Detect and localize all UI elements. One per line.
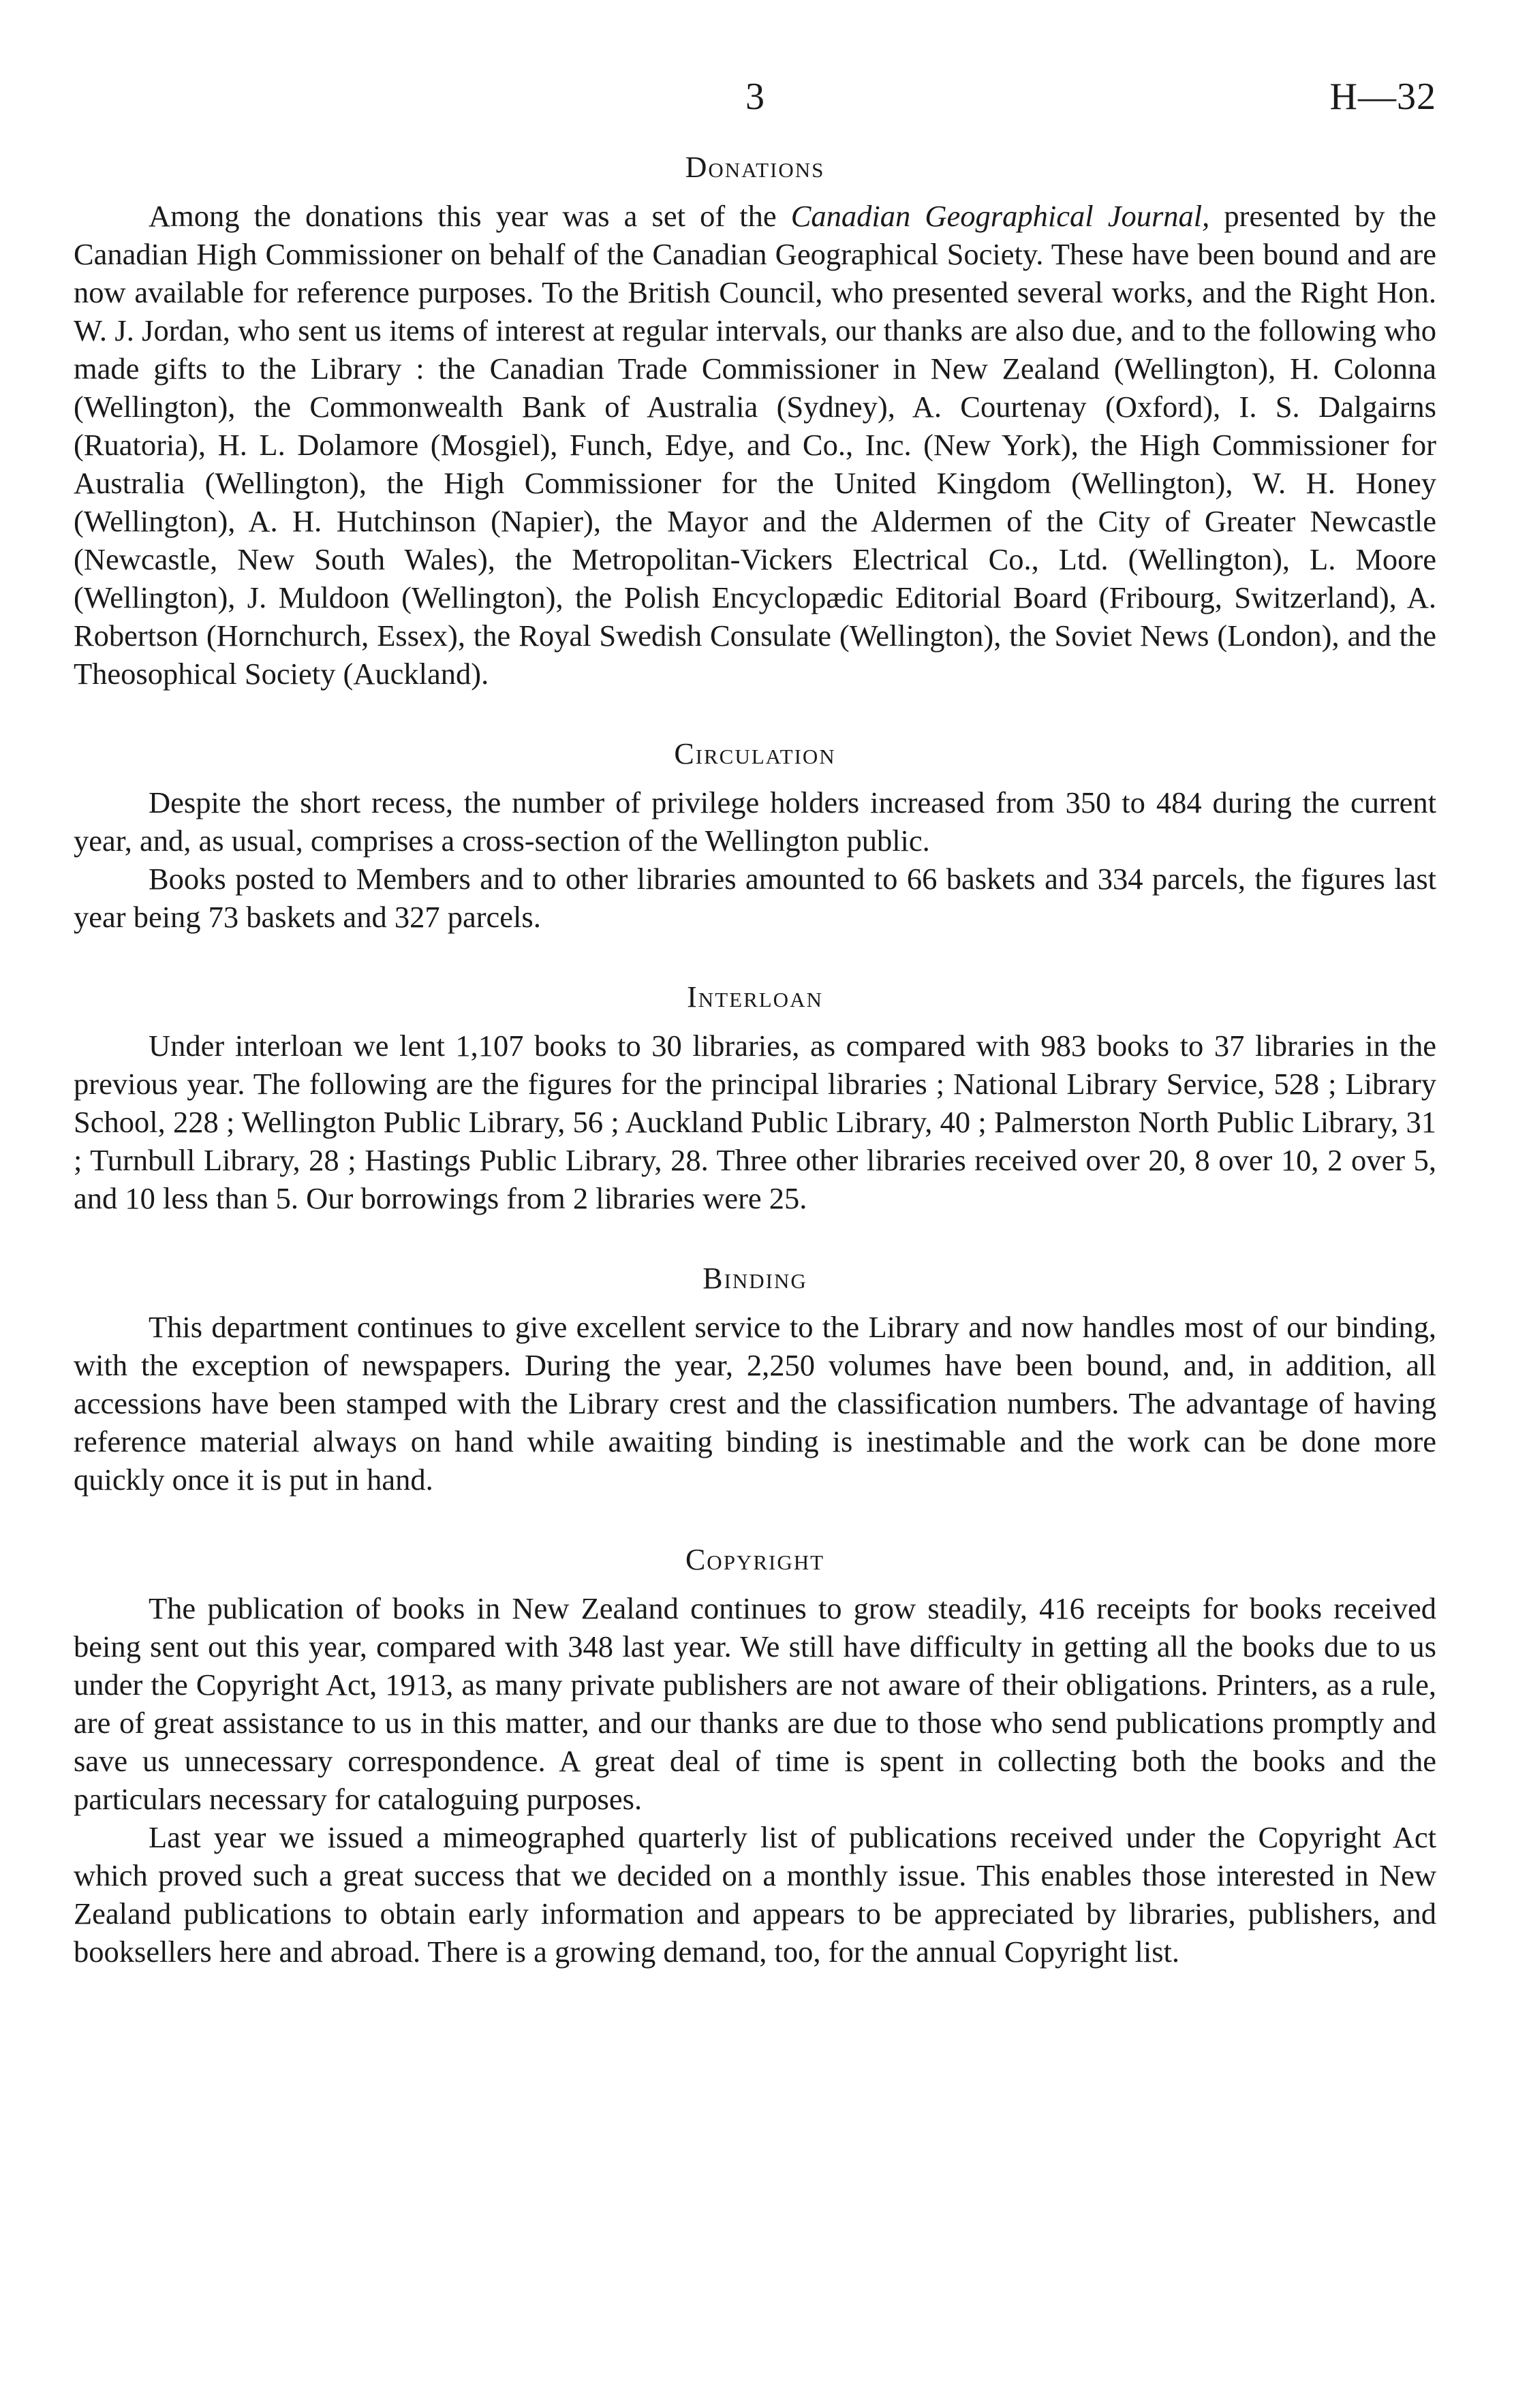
section-heading-circulation: Circulation bbox=[674, 737, 836, 770]
section-circulation bbox=[74, 736, 1436, 936]
copyright-paragraph-2: Last year we issued a mimeographed quarterly list of publications received under the Copyright Act which proved such a great success that we decided on a monthly issue. This enables those interested in New Zealand publications to obtain early information and appears to be appreciated by libraries, publishers, and booksellers here and abroad. There is a growing demand, too, for the annual Copyright list. bbox=[74, 1820, 1436, 1969]
circulation-paragraph-2: Books posted to Members and to other libraries amounted to 66 baskets and 334 parcels, the figures last year being 73 baskets and 327 parcels. bbox=[74, 862, 1436, 934]
circulation-paragraph-1: Despite the short recess, the number of privilege holders increased from 350 to 484 during the current year, and, as usual, comprises a cross-section of the Wellington public. bbox=[74, 785, 1436, 858]
section-heading-binding: Binding bbox=[702, 1262, 807, 1295]
document-reference: H—32 bbox=[1329, 76, 1436, 118]
section-donations bbox=[74, 150, 1436, 693]
document-page bbox=[74, 68, 1436, 1971]
section-heading-interloan: Interloan bbox=[687, 980, 823, 1014]
copyright-paragraph-1: The publication of books in New Zealand continues to grow steadily, 416 receipts for books received being sent out this year, compared with 348 last year. We still have difficulty in getting all the books due to us under the Copyright Act, 1913, as many private publishers are not aware of their obligations. Printers, as a rule, are of great assistance to us in this matter, and our thanks are due to those who send publications promptly and save us unnecessary correspondence. A great deal of time is spent in collecting both the books and the particulars necessary for cataloguing purposes. bbox=[74, 1591, 1436, 1816]
interloan-paragraph: Under interloan we lent 1,107 books to 30 libraries, as compared with 983 books to 37 libraries in the previous year. The following are the figures for the principal libraries ; National Library Service, 528 ; Library School, 228 ; Wellington Public Library, 56 ; Auckland Public Library, 40 ; Palmerston North Public Library, 31 ; Turnbull Library, 28 ; Hastings Public Library, 28. Three other libraries received over 20, 8 over 10, 2 over 5, and 10 less than 5. Our borrowings from 2 libraries were 25. bbox=[74, 1029, 1436, 1215]
section-interloan bbox=[74, 980, 1436, 1217]
donations-text-start: Among the donations this year was a set of the bbox=[149, 199, 791, 233]
donations-text-rest: presented by the Canadian High Commissioner on behalf of the Canadian Geographical Society. These have been bound and are now available for reference purposes. To the British Council, who presented several works, and the Right Hon. W. J. Jordan, who sent us items of interest at regular intervals, our thanks are also due, and to the following who made gifts to the Library : the Canadian Trade Commissioner in New Zealand (Wellington), H. Colonna (Wellington), the Commonwealth Bank of Australia (Sydney), A. Courtenay (Oxford), I. S. Dalgairns (Ruatoria), H. L. Dolamore (Mosgiel), Funch, Edye, and Co., Inc. (New York), the High Commissioner for Australia (Wellington), the High Commissioner for the United Kingdom (Wellington), W. H. Honey (Wellington), A. H. Hutchinson (Napier), the Mayor and the Aldermen of the City of Greater Newcastle (Newcastle, New South Wales), the Metropolitan-Vickers Electrical Co., Ltd. (Wellington), L. Moore (Wellington), J. Muldoon (Wellington), the Polish Encyclopædic Editorial Board (Fribourg, Switzerland), A. Robertson (Hornchurch, Essex), the Royal Swedish Consulate (Wellington), the Soviet News (London), and the Theosophical Society (Auckland). bbox=[74, 199, 1436, 691]
section-heading-donations: Donations bbox=[685, 151, 825, 184]
page-header bbox=[74, 68, 1436, 150]
section-heading-copyright: Copyright bbox=[685, 1543, 825, 1576]
donations-paragraph bbox=[74, 197, 1436, 693]
section-binding bbox=[74, 1261, 1436, 1499]
section-copyright bbox=[74, 1542, 1436, 1971]
binding-paragraph: This department continues to give excellent service to the Library and now handles most of our binding, with the exception of newspapers. During the year, 2,250 volumes have been bound, and, in addition, all accessions have been stamped with the Library crest and the classification numbers. The advantage of having reference material always on hand while awaiting binding is inestimable and the work can be done more quickly once it is put in hand. bbox=[74, 1310, 1436, 1497]
journal-title: Canadian Geographical Journal, bbox=[790, 199, 1210, 233]
page-number: 3 bbox=[745, 76, 764, 118]
